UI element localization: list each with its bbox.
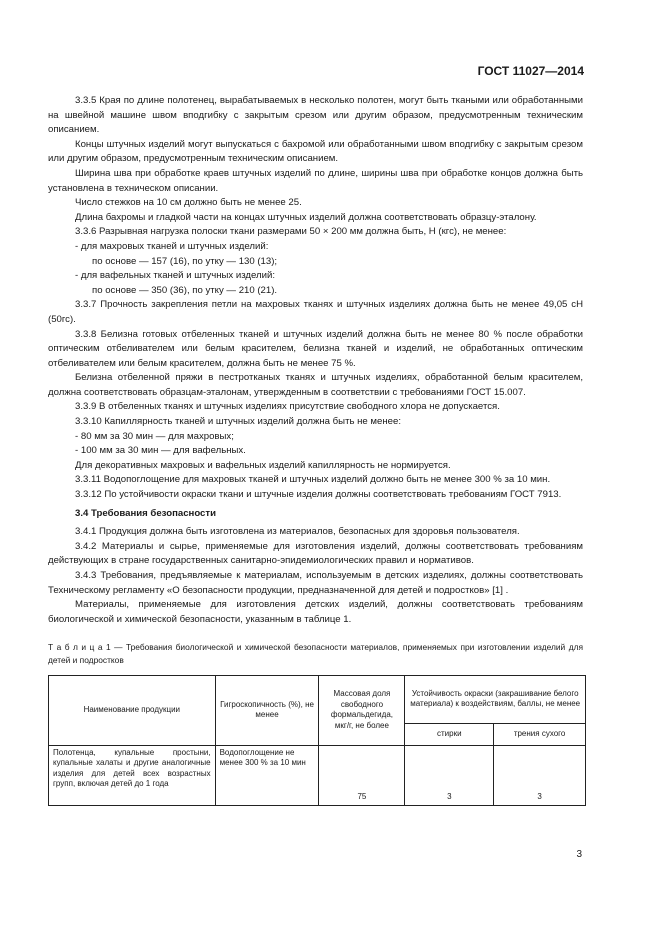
- column-header-dry-rubbing: трения сухого: [494, 723, 586, 745]
- table-cell-name: Полотенца, купальные простыни, купальные халаты и другие аналогичные изделия для детей всех возрастных групп, включая детей до 1 года: [49, 745, 216, 805]
- list-item: - для махровых тканей и штучных изделий:: [75, 240, 269, 252]
- table-caption: Т а б л и ц а 1 — Требования биологической и химической безопасности материалов, применяемых при изготовлении изделий для детей и подростков: [48, 642, 583, 665]
- table-row: [49, 745, 586, 805]
- paragraph: 3.3.12 По устойчивости окраски ткани и штучные изделия должны соответствовать требованиям ГОСТ 7913.: [75, 489, 562, 501]
- column-header-color-fastness: Устойчивость окраски (закрашивание белого материала) к воздействиям, баллы, не менее: [405, 675, 586, 723]
- paragraph: Белизна отбеленной пряжи в пестротканых тканях и штучных изделиях, обработанной белым красителем, должна соответствовать образцам-эталонам, утвержденным в соответствии с требованиями ГОСТ 15.007.: [48, 372, 583, 398]
- paragraph: 3.3.5 Края по длине полотенец, вырабатываемых в несколько полотен, могут быть ткаными или обработанными на швейной машине швом вподгибку с закрытым срезом или другим образом, предусмотренным техническим описанием.: [48, 95, 583, 136]
- paragraph: 3.4.1 Продукция должна быть изготовлена из материалов, безопасных для здоровья пользователя.: [75, 526, 520, 538]
- table-cell-hygroscopicity: Водопоглощение не менее 300 % за 10 мин: [215, 745, 319, 805]
- column-header-washing: стирки: [405, 723, 494, 745]
- paragraph: 3.3.11 Водопоглощение для махровых тканей и штучных изделий должно быть не менее 300 % за 10 мин.: [75, 474, 551, 486]
- section-title: 3.4 Требования безопасности: [75, 507, 216, 519]
- page-number: 3: [576, 849, 582, 860]
- paragraph: 3.3.7 Прочность закрепления петли на махровых тканях и штучных изделиях должна быть не менее 49,05 сН (50гс).: [48, 299, 583, 325]
- list-item: по основе — 350 (36), по утку — 210 (21).: [92, 284, 278, 296]
- paragraph: Число стежков на 10 см должно быть не менее 25.: [75, 197, 302, 209]
- document-body: [48, 94, 583, 806]
- paragraph: 3.3.8 Белизна готовых отбеленных тканей и штучных изделий должна быть не менее 80 % после обработки оптическим отбеливателем или белым красителем, белизна тканей и изделий, не обработанных оптическим отбеливателем или белым красителем, должна быть не менее 75 %.: [48, 328, 583, 369]
- column-header-name: Наименование продукции: [49, 675, 216, 745]
- paragraph: 3.4.3 Требования, предъявляемые к материалам, используемым в детских изделиях, должны соответствовать Техническому регламенту «О безопасности продукции, предназначенной для детей и подростков» [1] .: [48, 570, 583, 596]
- paragraph: Материалы, применяемые для изготовления детских изделий, должны соответствовать требованиям биологической и химической безопасности, указанным в таблице 1.: [48, 599, 583, 625]
- paragraph: 3.3.6 Разрывная нагрузка полоски ткани размерами 50 × 200 мм должна быть, Н (кгс), не менее:: [75, 226, 507, 238]
- list-item: - 80 мм за 30 мин — для махровых;: [75, 430, 234, 442]
- paragraph: Длина бахромы и гладкой части на концах штучных изделий должна соответствовать образцу-эталону.: [75, 211, 537, 223]
- table-cell-formaldehyde: 75: [319, 745, 405, 805]
- requirements-table: [48, 675, 586, 806]
- list-item: - 100 мм за 30 мин — для вафельных.: [75, 445, 246, 457]
- document-header: ГОСТ 11027—2014: [477, 64, 584, 78]
- table-cell-dry-rubbing: 3: [494, 745, 586, 805]
- list-item: - для вафельных тканей и штучных изделий:: [75, 270, 276, 282]
- paragraph: Для декоративных махровых и вафельных изделий капиллярность не нормируется.: [75, 459, 451, 471]
- column-header-hygroscopicity: Гигроскопичность (%), не менее: [215, 675, 319, 745]
- paragraph: 3.3.9 В отбеленных тканях и штучных изделиях присутствие свободного хлора не допускается.: [75, 401, 500, 413]
- paragraph: Ширина шва при обработке краев штучных изделий по длине, ширины шва при обработке концов должна быть установлена в техническом описании.: [48, 167, 583, 194]
- table-cell-washing: 3: [405, 745, 494, 805]
- paragraph: 3.3.10 Капиллярность тканей и штучных изделий должна быть не менее:: [75, 416, 401, 428]
- column-header-formaldehyde: Массовая доля свободного формальдегида, мкг/г, не более: [319, 675, 405, 745]
- paragraph: Концы штучных изделий могут выпускаться с бахромой или обработанными швом вподгибку с закрытым срезом или другим образом, предусмотренным техническим описанием.: [48, 138, 583, 165]
- paragraph: 3.4.2 Материалы и сырье, применяемые для изготовления изделий, должны соответствовать требованиям действующих в стране государственных санитарно-эпидемиологических правил и нормативов.: [48, 540, 583, 567]
- list-item: по основе — 157 (16), по утку — 130 (13);: [92, 255, 278, 267]
